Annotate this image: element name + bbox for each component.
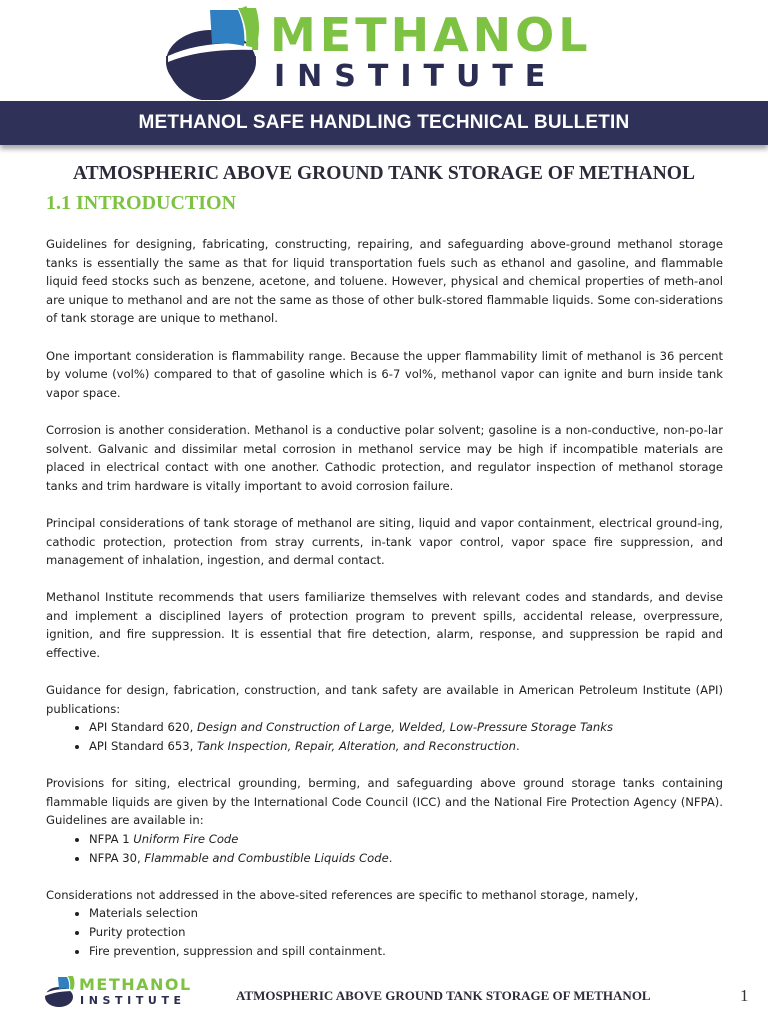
page-number: 1 xyxy=(740,986,749,1005)
body-text xyxy=(46,235,723,979)
footer-logo-methanol-text: METHANOL xyxy=(79,975,192,994)
list-item: • Materials selection xyxy=(89,904,723,923)
bulletin-banner xyxy=(0,101,768,145)
nfpa-codes-list xyxy=(46,830,723,867)
banner-text: METHANOL SAFE HANDLING TECHNICAL BULLETIN xyxy=(138,112,630,133)
list-item: • API Standard 653, Tank Inspection, Repair, Alteration, and Reconstruction. xyxy=(89,737,723,756)
list-item: • NFPA 1 Uniform Fire Code xyxy=(89,830,723,849)
header-logo xyxy=(162,4,592,100)
paragraph: Guidance for design, fabrication, construction, and tank safety are available in American Petroleum Institute (API) publications: xyxy=(46,683,723,716)
paragraph: Provisions for siting, electrical grounding, berming, and safeguarding above ground storage tanks containing flammable liquids are given by the International Code Council (ICC) and the National Fire Protection Agency (NFPA). Guidelines are available in: xyxy=(46,776,723,828)
paragraph: Considerations not addressed in the above-sited references are specific to methanol storage, namely, xyxy=(46,887,639,902)
footer-logo-institute-text: INSTITUTE xyxy=(80,994,186,1007)
list-item: • API Standard 620, Design and Construction of Large, Welded, Low-Pressure Storage Tanks xyxy=(89,718,723,737)
paragraph: Methanol Institute recommends that users familiarize themselves with relevant codes and standards, and devise and implement a disciplined layers of protection program to prevent spills, accidental release, overpressure, ignition, and fire suppression. It is essential that fire detection, alarm, response, and suppression be rapid and effective. xyxy=(46,590,723,661)
api-standards-list xyxy=(46,718,723,755)
logo-institute-text: INSTITUTE xyxy=(274,59,558,94)
methanol-institute-logo-icon xyxy=(162,4,266,100)
footer-logo xyxy=(44,975,194,1011)
considerations-list xyxy=(46,904,723,960)
methanol-institute-logo-icon xyxy=(44,975,76,1009)
document-title: ATMOSPHERIC ABOVE GROUND TANK STORAGE OF METHANOL xyxy=(73,163,695,184)
logo-methanol-text: METHANOL xyxy=(270,8,592,62)
paragraph: Guidelines for designing, fabricating, constructing, repairing, and safeguarding above-ground methanol storage tanks is essentially the same as that for liquid transportation fuels such as ethanol and gasoline, and flammable liquid feed stocks such as benzene, acetone, and toluene. However, physical and chemical properties of meth-anol are unique to methanol and are not the same as those of other bulk-stored flammable liquids. Some con-siderations of tank storage are unique to methanol. xyxy=(46,237,723,326)
list-item: • NFPA 30, Flammable and Combustible Liquids Code. xyxy=(89,849,723,868)
section-heading: 1.1 INTRODUCTION xyxy=(46,192,237,214)
footer-title: ATMOSPHERIC ABOVE GROUND TANK STORAGE OF METHANOL xyxy=(236,988,651,1003)
list-item: • Purity protection xyxy=(89,923,723,942)
list-item: • Fire prevention, suppression and spill containment. xyxy=(89,942,723,961)
paragraph: Principal considerations of tank storage of methanol are siting, liquid and vapor containment, electrical ground-ing, cathodic protection, protection from stray currents, in-tank vapor control, vapor space fire suppression, and management of inhalation, ingestion, and dermal contact. xyxy=(46,515,723,568)
paragraph: Corrosion is another consideration. Methanol is a conductive polar solvent; gasoline is a non-conductive, non-po-lar solvent. Galvanic and dissimilar metal corrosion in methanol service may be high if incompatible materials are placed in electrical contact with one another. Cathodic protection, and regulator inspection of methanol storage tanks and trim hardware is vitally important to avoid corrosion failure. xyxy=(46,422,723,493)
paragraph: One important consideration is flammability range. Because the upper flammability limit of methanol is 36 percent by volume (vol%) compared to that of gasoline which is 6-7 vol%, methanol vapor can ignite and burn inside tank vapor space. xyxy=(46,348,723,400)
